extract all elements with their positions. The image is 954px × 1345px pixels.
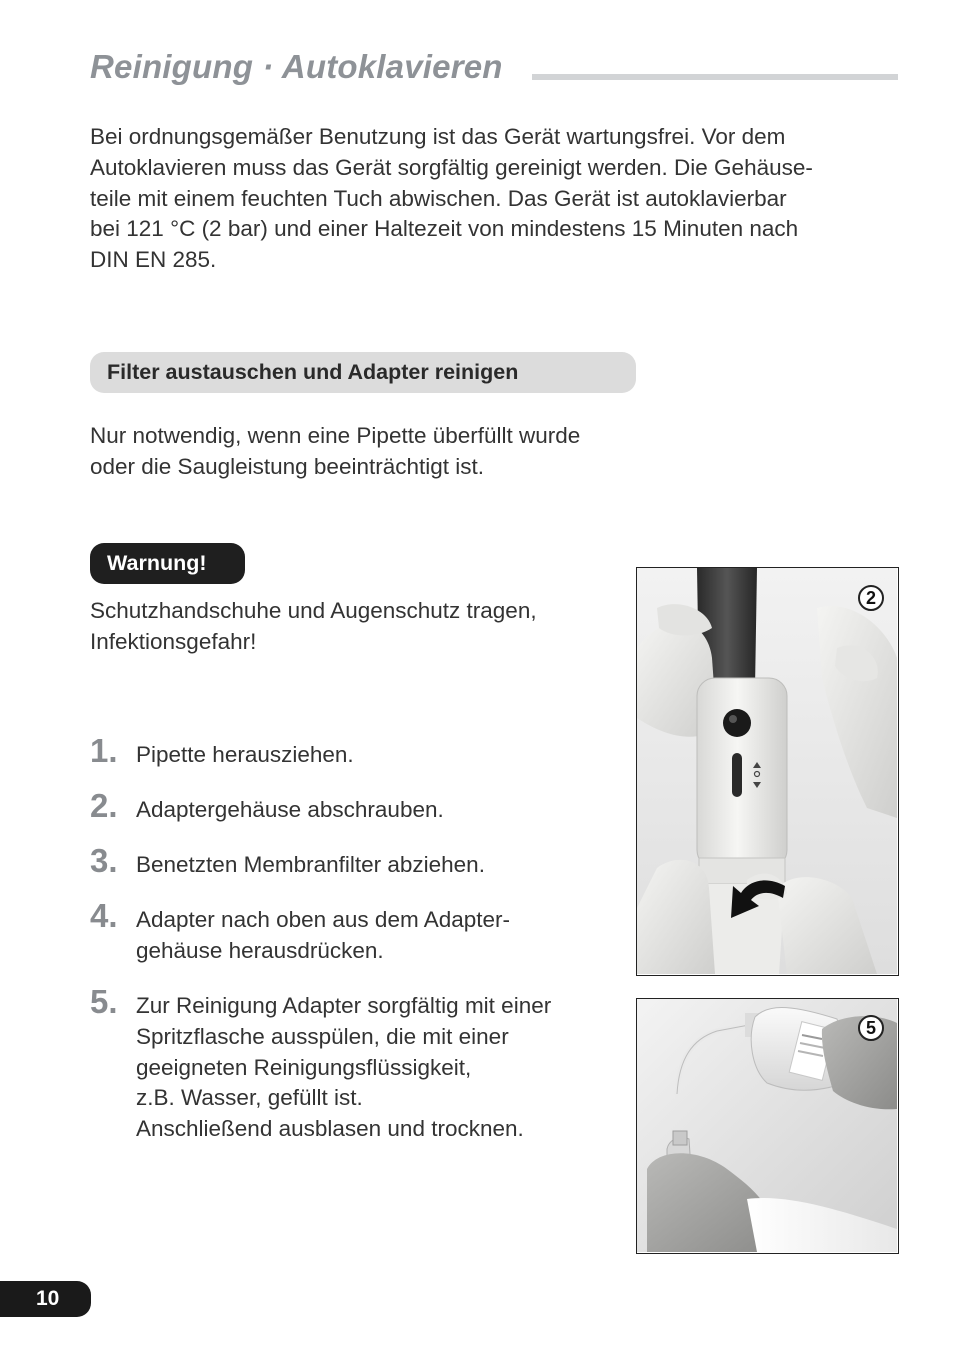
photo-rinse-adapter bbox=[636, 998, 899, 1254]
step-number: 1. bbox=[90, 732, 118, 769]
intro-line: DIN EN 285. bbox=[90, 247, 217, 273]
intro-paragraph bbox=[90, 122, 890, 276]
step-line: z.B. Wasser, gefüllt ist. bbox=[136, 1085, 363, 1111]
step-text bbox=[136, 740, 616, 771]
step-line: Zur Reinigung Adapter sorgfältig mit einer bbox=[136, 993, 552, 1018]
intro-line: Bei ordnungsgemäßer Benutzung ist das Gerät wartungsfrei. Vor dem bbox=[90, 124, 786, 149]
warning-text bbox=[90, 596, 610, 658]
step-line: Spritzflasche ausspülen, die mit einer bbox=[136, 1023, 509, 1049]
warning-badge: Warnung! bbox=[90, 543, 245, 584]
step-number: 5. bbox=[90, 983, 118, 1020]
section-heading: Filter austauschen und Adapter reinigen bbox=[90, 352, 636, 393]
step-text bbox=[136, 991, 616, 1145]
title-rule bbox=[532, 74, 898, 80]
wash-bottle-illustration bbox=[637, 999, 897, 1252]
step-text bbox=[136, 905, 616, 967]
photo-unscrew-adapter bbox=[636, 567, 899, 976]
warning-line: Infektionsgefahr! bbox=[90, 628, 257, 654]
page-number: 10 bbox=[0, 1281, 91, 1317]
step-text bbox=[136, 795, 616, 826]
warning-line: Schutzhandschuhe und Augenschutz tragen, bbox=[90, 598, 537, 623]
figure-badge: 2 bbox=[858, 585, 884, 611]
step-line: Pipette herausziehen. bbox=[136, 742, 354, 767]
note-line: oder die Saugleistung beeinträchtigt ist. bbox=[90, 453, 485, 479]
step-number: 4. bbox=[90, 897, 118, 934]
step-line: Anschließend ausblasen und trocknen. bbox=[136, 1116, 524, 1142]
intro-line: bei 121 °C (2 bar) und einer Haltezeit von mindestens 15 Minuten nach bbox=[90, 216, 799, 242]
note-line: Nur notwendig, wenn eine Pipette überfüllt wurde bbox=[90, 423, 581, 448]
section-note bbox=[90, 421, 650, 483]
step-text bbox=[136, 850, 616, 881]
figure-badge: 5 bbox=[858, 1015, 884, 1041]
step-line: gehäuse herausdrücken. bbox=[136, 937, 384, 963]
intro-line: teile mit einem feuchten Tuch abwischen. Das Gerät ist autoklavierbar bbox=[90, 185, 787, 211]
step-line: Adapter nach oben aus dem Adapter- bbox=[136, 907, 511, 932]
step-line: Adaptergehäuse abschrauben. bbox=[136, 797, 444, 822]
intro-line: Autoklavieren muss das Gerät sorgfältig gereinigt werden. Die Gehäuse- bbox=[90, 154, 813, 180]
step-number: 2. bbox=[90, 787, 118, 824]
step-line: geeigneten Reinigungsflüssigkeit, bbox=[136, 1054, 472, 1080]
pipette-illustration bbox=[637, 568, 897, 974]
page-title: Reinigung · Autoklavieren bbox=[90, 48, 503, 85]
step-number: 3. bbox=[90, 842, 118, 879]
step-line: Benetzten Membranfilter abziehen. bbox=[136, 852, 485, 877]
